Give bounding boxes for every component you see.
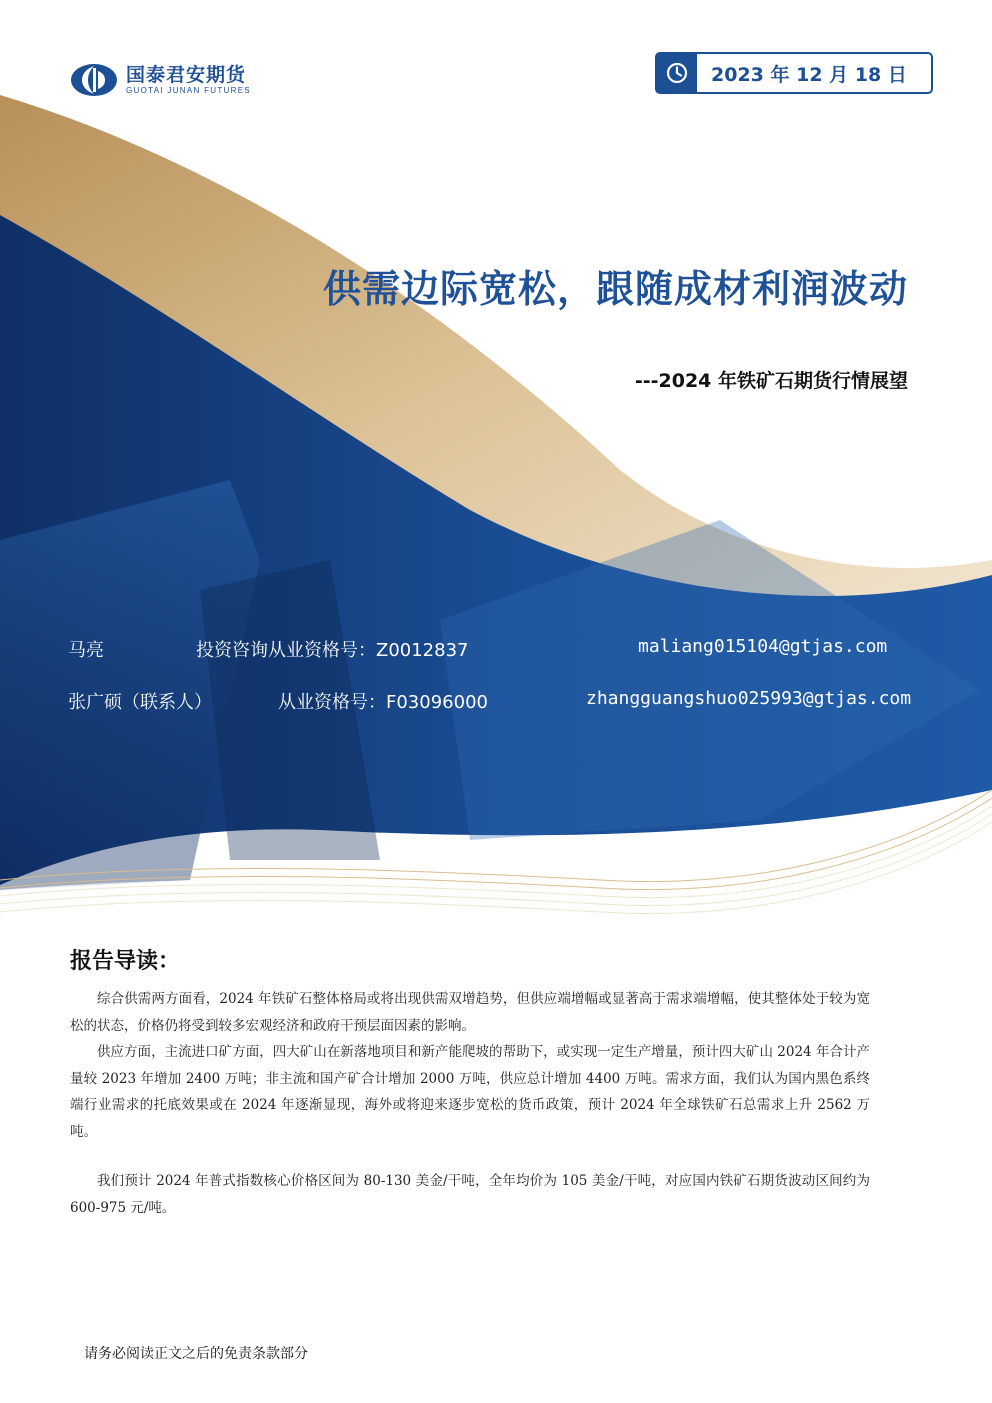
logo-name-cn: 国泰君安期货 (126, 64, 247, 86)
guide-paragraph: 综合供需两方面看，2024 年铁矿石整体格局或将出现供需双增趋势，但供应端增幅或显著高于需求端增幅，使其整体处于较为宽松的状态，价格仍将受到较多宏观经济和政府干预层面因素的影响。 (70, 991, 870, 1034)
date-box (655, 52, 933, 94)
report-subtitle: ---2024 年铁矿石期货行情展望 (634, 370, 908, 392)
disclaimer-note: 请务必阅读正文之后的免责条款部分 (84, 1346, 308, 1362)
company-logo (70, 62, 251, 98)
guide-heading: 报告导读： (70, 949, 181, 974)
author-email[interactable]: maliang015104@gtjas.com (638, 636, 888, 657)
author-name: 马亮 (68, 640, 104, 661)
report-date: 2023 年 12 月 18 日 (711, 63, 907, 86)
report-title: 供需边际宽松，跟随成材利润波动 (322, 267, 908, 311)
logo-name-en: GUOTAI JUNAN FUTURES (126, 86, 251, 95)
guide-body-price (70, 1168, 870, 1221)
guide-paragraph: 我们预计 2024 年普式指数核心价格区间为 80-130 美金/干吨，全年均价为 105 美金/干吨，对应国内铁矿石期货波动区间约为 600-975 元/吨。 (70, 1173, 870, 1216)
author-email[interactable]: zhangguangshuo025993@gtjas.com (586, 688, 912, 709)
author-qualification: 从业资格号：F03096000 (278, 692, 488, 713)
author-qualification: 投资咨询从业资格号：Z0012837 (196, 640, 469, 661)
logo-mark-icon (70, 62, 118, 98)
guide-paragraph: 供应方面，主流进口矿方面，四大矿山在新落地项目和新产能爬坡的帮助下，或实现一定生产增量，预计四大矿山 2024 年合计产量较 2023 年增加 2400 万吨；非主流和国产矿合计增加 2000 万吨，供应总计增加 4400 万吨。需求方面，我们认为国内黑色系终端行业需求的托底效果或在 2024 年逐渐显现，海外或将迎来逐步宽松的货币政策，预计 2024 年全球铁矿石总需求上升 2562 万吨。 (70, 1044, 870, 1140)
clock-icon (657, 54, 697, 92)
author-name: 张广硕（联系人） (68, 692, 212, 713)
guide-body (70, 986, 870, 1145)
